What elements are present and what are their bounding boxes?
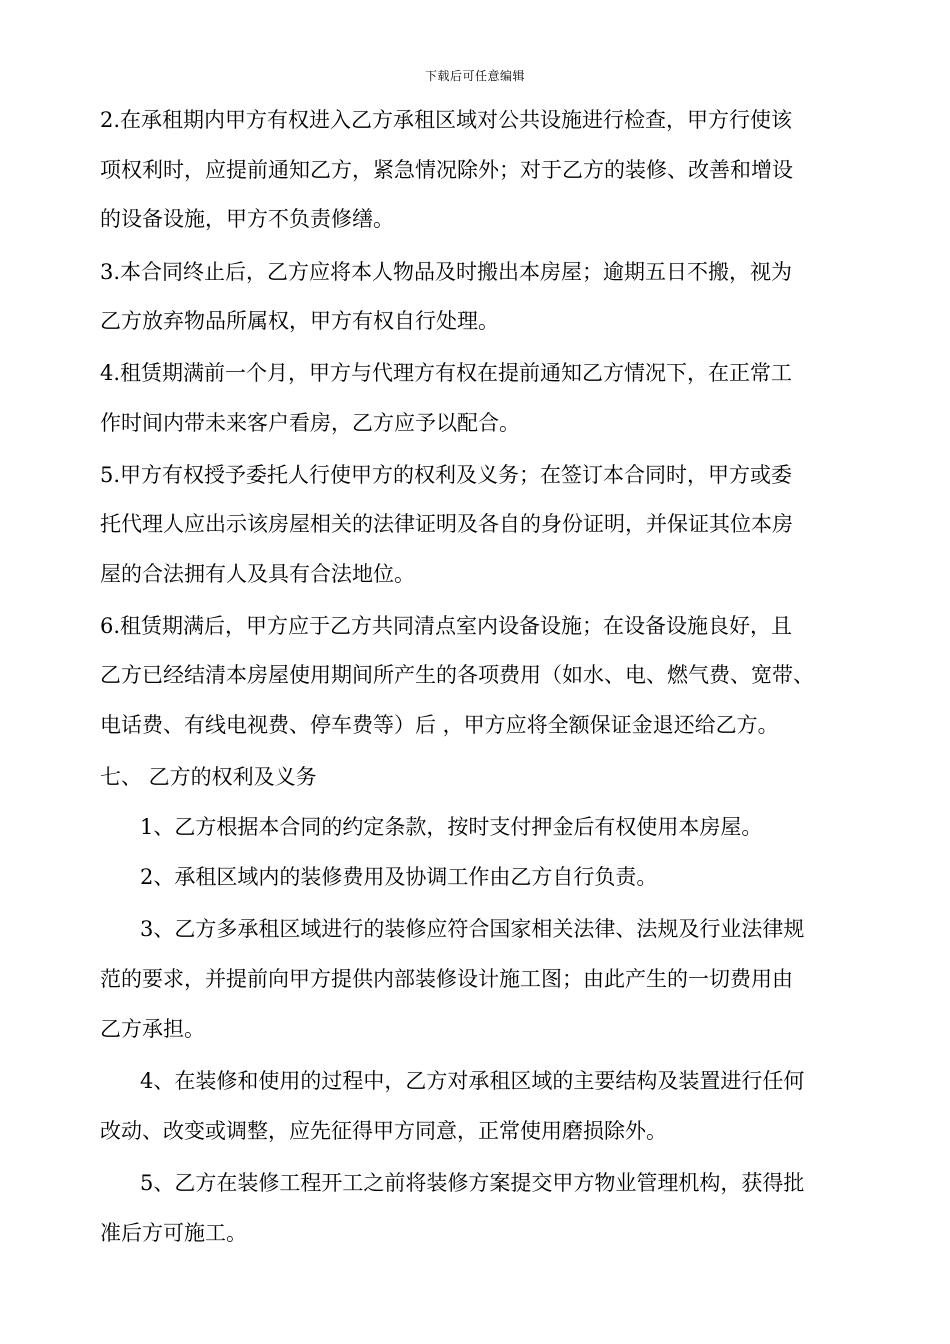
header-note: 下载后可任意编辑 bbox=[424, 69, 525, 83]
paragraph-line: 1、乙方根据本合同的约定条款，按时支付押金后有权使用本房屋。 bbox=[140, 815, 763, 839]
paragraph-line: 4.租赁期满前一个月，甲方与代理方有权在提前通知乙方情况下，在正常工 bbox=[100, 361, 793, 385]
paragraph-line: 6.租赁期满后，甲方应于乙方共同清点室内设备设施；在设备设施良好，且 bbox=[100, 614, 793, 638]
paragraph-line: 3、乙方多承租区域进行的装修应符合国家相关法律、法规及行业法律规 bbox=[140, 917, 805, 941]
paragraph-line: 5.甲方有权授予委托人行使甲方的权利及义务；在签订本合同时，甲方或委 bbox=[100, 463, 793, 487]
paragraph-line: 乙方放弃物品所属权，甲方有权自行处理。 bbox=[100, 309, 499, 333]
paragraph-line: 项权利时，应提前通知乙方，紧急情况除外；对于乙方的装修、改善和增设 bbox=[100, 158, 793, 182]
paragraph-line: 2、承租区域内的装修费用及协调工作由乙方自行负责。 bbox=[140, 865, 658, 889]
paragraph-line: 电话费、有线电视费、停车费等）后 ，甲方应将全额保证金退还给乙方。 bbox=[100, 713, 779, 737]
paragraph-line: 3.本合同终止后，乙方应将本人物品及时搬出本房屋；逾期五日不搬，视为 bbox=[100, 260, 793, 284]
paragraph-line: 乙方已经结清本房屋使用期间所产生的各项费用（如水、电、燃气费、宽带、 bbox=[100, 663, 814, 687]
paragraph-line: 的设备设施，甲方不负责修缮。 bbox=[100, 207, 394, 231]
paragraph-line: 准后方可施工。 bbox=[100, 1221, 247, 1245]
paragraph-line: 范的要求，并提前向甲方提供内部装修设计施工图；由此产生的一切费用由 bbox=[100, 967, 793, 991]
paragraph-line: 乙方承担。 bbox=[100, 1017, 205, 1041]
section-heading: 七、 乙方的权利及义务 bbox=[100, 765, 317, 789]
paragraph-line: 作时间内带未来客户看房，乙方应予以配合。 bbox=[100, 411, 520, 435]
paragraph-line: 2.在承租期内甲方有权进入乙方承租区域对公共设施进行检查，甲方行使该 bbox=[100, 108, 793, 132]
paragraph-line: 4、在装修和使用的过程中，乙方对承租区域的主要结构及装置进行任何 bbox=[140, 1069, 805, 1093]
paragraph-line: 屋的合法拥有人及具有合法地位。 bbox=[100, 562, 415, 586]
paragraph-line: 5、乙方在装修工程开工之前将装修方案提交甲方物业管理机构，获得批 bbox=[140, 1171, 805, 1195]
paragraph-line: 改动、改变或调整，应先征得甲方同意，正常使用磨损除外。 bbox=[100, 1119, 667, 1143]
paragraph-line: 托代理人应出示该房屋相关的法律证明及各自的身份证明，并保证其位本房 bbox=[100, 512, 793, 536]
